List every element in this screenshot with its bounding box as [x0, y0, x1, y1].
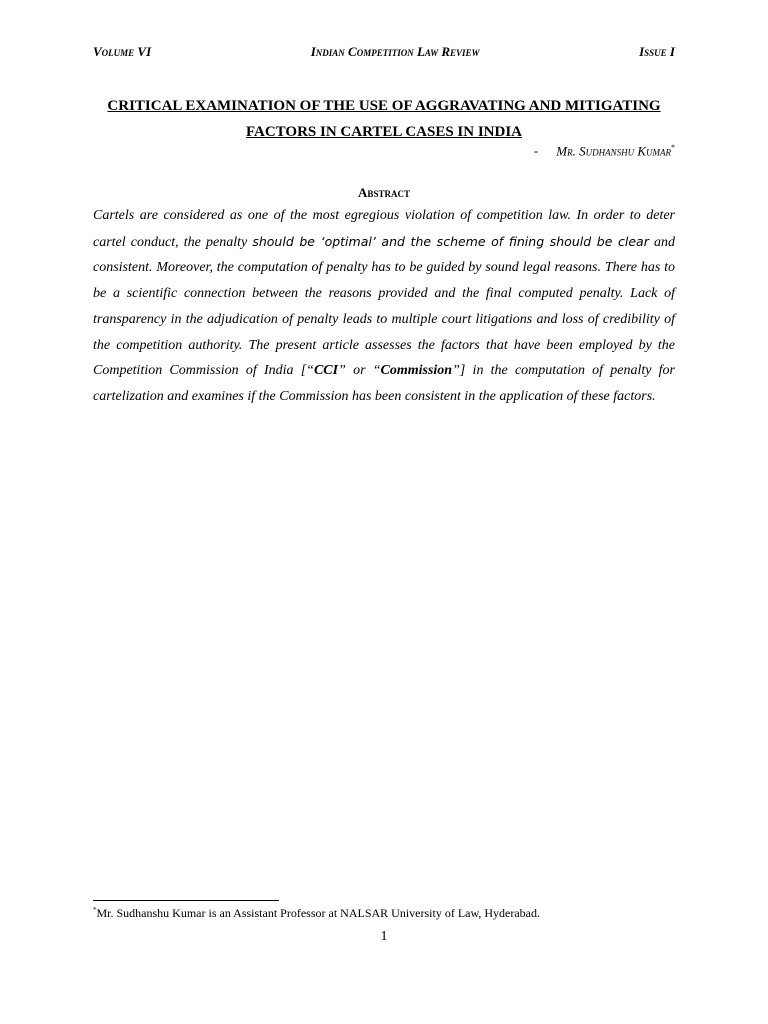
abstract-term-commission: Commission: [380, 363, 453, 379]
author-name: Mr. Sudhanshu Kumar: [556, 143, 671, 159]
title-line-1: CRITICAL EXAMINATION OF THE USE OF AGGRAVATING AND MITIGATING: [107, 98, 661, 114]
page-number: 1: [380, 929, 388, 944]
header-volume: Volume VI: [93, 44, 152, 59]
abstract-text-1: Cartels are considered as one of the most egregious violation of competition law. In order to deter cartel conduct, the penalty: [93, 208, 675, 250]
running-header: [93, 44, 675, 60]
abstract-text-7: ”] in the computation of penalty for cartelization and examines if the Commission has been consistent in the application of these factors.: [93, 363, 675, 404]
footnote-marker: *: [93, 906, 97, 914]
header-journal: Indian Competition Law Review: [310, 44, 480, 59]
title-line-2: FACTORS IN CARTEL CASES IN INDIA: [245, 124, 523, 140]
author-dash: -: [533, 143, 539, 159]
footnote: [93, 906, 540, 921]
abstract-body: [93, 203, 675, 410]
author-line: [534, 143, 675, 159]
abstract-text-5: ” or “: [338, 363, 381, 379]
footnote-divider: [93, 900, 279, 901]
header-issue: Issue I: [639, 44, 675, 59]
author-footnote-marker: *: [671, 143, 675, 152]
footnote-text: Mr. Sudhanshu Kumar is an Assistant Professor at NALSAR University of Law, Hyderabad.: [96, 906, 541, 920]
abstract-heading: Abstract: [358, 185, 410, 200]
abstract-term-cci: CCI: [313, 363, 339, 379]
abstract-text-3: and consistent. Moreover, the computation of penalty has to be guided by sound legal reasons. There has to be a scientific connection between the reasons provided and the final computed penalty. Lack of transparency in the adjudication of penalty leads to multiple court litigations and loss of credibility of the competition authority. The present article assesses the factors that have been employed by the Competition Commission of India [“: [93, 234, 675, 379]
article-title: [80, 93, 688, 145]
abstract-text-2: should be ‘optimal’ and the scheme of fining should be clear: [252, 233, 649, 249]
